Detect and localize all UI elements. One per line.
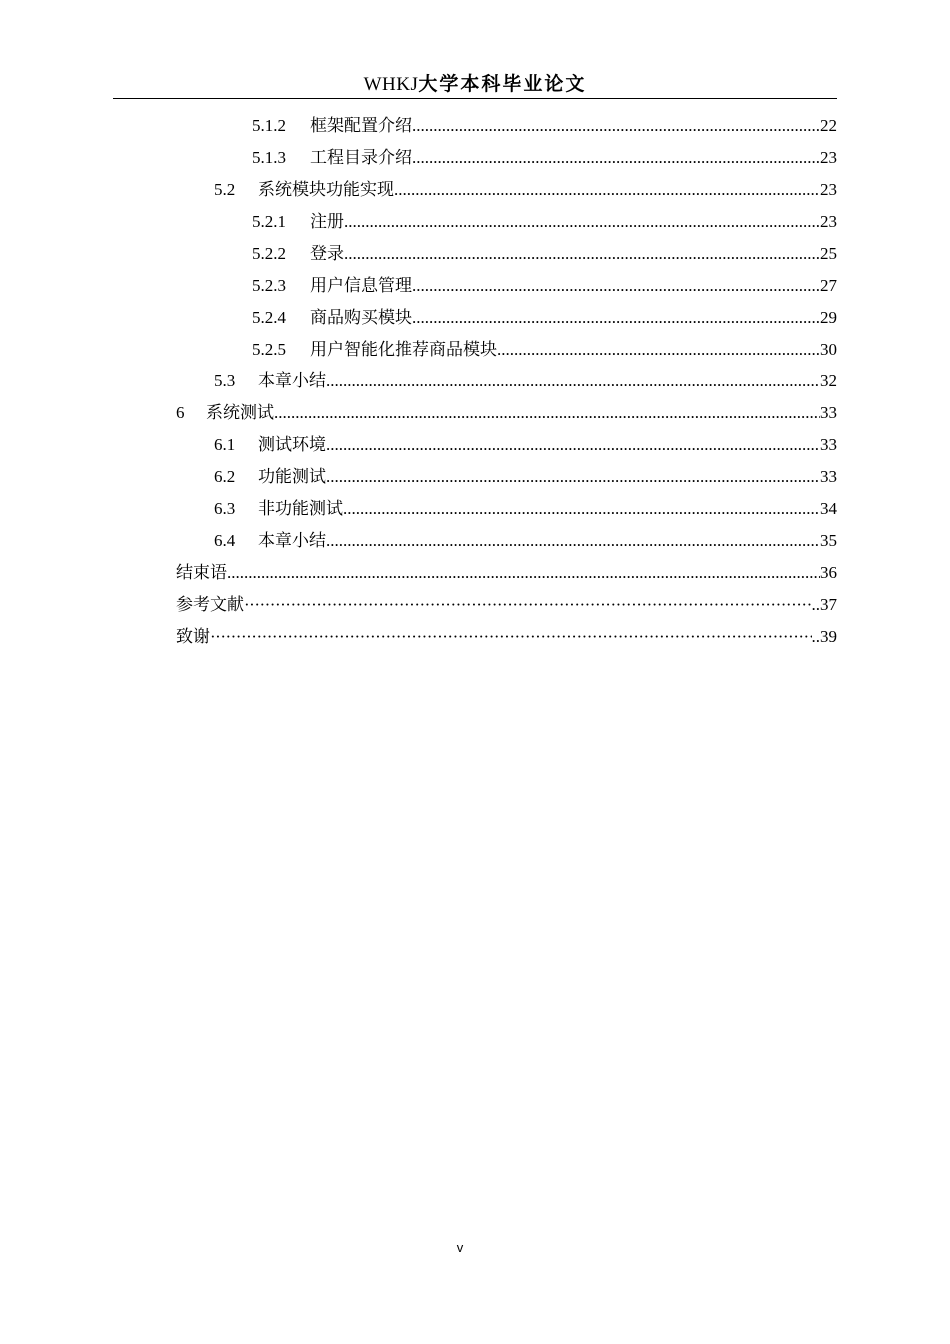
toc-leader-dots: [412, 307, 820, 329]
toc-entry-title: 结束语: [176, 563, 227, 582]
toc-entry[interactable]: [176, 392, 837, 424]
toc-entry[interactable]: [176, 584, 837, 616]
toc-leader-dots: [326, 530, 820, 552]
toc-entry-number: 6.2: [214, 467, 236, 486]
toc-entry[interactable]: [176, 616, 837, 648]
toc-leader-dots: [326, 466, 820, 488]
toc-entry-title: 本章小结: [258, 531, 326, 550]
toc-entry-page: 25: [820, 244, 837, 263]
toc-entry-number: 5.2.2: [252, 244, 286, 263]
toc-entry-title: 系统测试: [206, 403, 274, 422]
toc-entry-page: 23: [820, 212, 837, 231]
toc-entry-page: 33: [820, 435, 837, 454]
toc-entry-page: 23: [820, 148, 837, 167]
toc-entry-title: 工程目录介绍: [310, 148, 412, 167]
toc-entry-title: 用户信息管理: [310, 276, 412, 295]
toc-entry-number: 5.1.3: [252, 148, 286, 167]
toc-leader-dots: [326, 434, 820, 456]
toc-entry-number: 5.2.5: [252, 340, 286, 359]
toc-entry-number: 5.2.3: [252, 276, 286, 295]
toc-entry[interactable]: [214, 488, 837, 520]
toc-entry-number: 6.3: [214, 499, 236, 518]
page-number: v: [456, 1240, 464, 1255]
toc-leader-dots: [244, 594, 812, 616]
toc-entry-page: 32: [820, 371, 837, 390]
toc-entry-page: 33: [820, 467, 837, 486]
toc-entry[interactable]: [252, 201, 837, 233]
toc-entry-title: 框架配置介绍: [310, 116, 412, 135]
toc-entry[interactable]: [214, 169, 837, 201]
toc-entry-number: 5.2.1: [252, 212, 286, 231]
toc-entry-title: 系统模块功能实现: [258, 180, 394, 199]
toc-entry-number: 5.2: [214, 180, 236, 199]
toc-entry-title: 本章小结: [258, 371, 326, 390]
toc-entry-number: 5.1.2: [252, 116, 286, 135]
toc-entry[interactable]: [252, 329, 837, 361]
toc-entry-number: 5.2.4: [252, 308, 286, 327]
toc-entry-page: 33: [820, 403, 837, 422]
toc-leader-dots: [394, 179, 820, 201]
toc-entry[interactable]: [252, 105, 837, 137]
toc-entry-page: 35: [820, 531, 837, 550]
toc-entry-title: 参考文献: [176, 595, 244, 614]
toc-entry[interactable]: [252, 297, 837, 329]
toc-entry-page: 27: [820, 276, 837, 295]
toc-leader-dots: [412, 275, 820, 297]
toc-entry-number: 5.3: [214, 371, 236, 390]
toc-entry[interactable]: [252, 233, 837, 265]
toc-leader-dots: [274, 402, 820, 424]
toc-entry[interactable]: [214, 520, 837, 552]
toc-entry[interactable]: [214, 424, 837, 456]
toc-entry-title: 测试环境: [258, 435, 326, 454]
toc-leader-dots: [412, 115, 820, 137]
toc-leader-dots: [343, 498, 820, 520]
toc-entry-title: 登录: [310, 244, 344, 263]
toc-entry-number: 6.4: [214, 531, 236, 550]
toc-entry[interactable]: [214, 360, 837, 392]
toc-leader-dots: [344, 211, 820, 233]
toc-entry-title: 商品购买模块: [310, 308, 412, 327]
toc-entry-title: 非功能测试: [258, 499, 343, 518]
toc-entry-title: 致谢: [176, 627, 210, 646]
toc-entry-page: 23: [820, 180, 837, 199]
toc-entry[interactable]: [252, 265, 837, 297]
toc-leader-dots: [210, 626, 812, 648]
toc-leader-dots: [344, 243, 820, 265]
toc-entry-page: 34: [820, 499, 837, 518]
header-title: 大学本科毕业论文: [418, 73, 587, 95]
toc-entry-page: 22: [820, 116, 837, 135]
toc-entry-page: ..37: [811, 595, 837, 614]
toc-entry-page: 29: [820, 308, 837, 327]
toc-entry-number: 6: [176, 403, 185, 422]
toc-entry[interactable]: [252, 137, 837, 169]
toc-entry[interactable]: [176, 552, 837, 584]
toc-entry-page: ..39: [811, 627, 837, 646]
toc-entry-page: 36: [820, 563, 837, 582]
toc-entry-title: 功能测试: [258, 467, 326, 486]
toc-entry-page: 30: [820, 340, 837, 359]
toc-entry-number: 6.1: [214, 435, 236, 454]
toc-entry[interactable]: [214, 456, 837, 488]
toc-leader-dots: [227, 562, 820, 584]
toc-entry-title: 用户智能化推荐商品模块: [310, 340, 497, 359]
toc-entry-title: 注册: [310, 212, 344, 231]
toc-leader-dots: [412, 147, 820, 169]
toc-leader-dots: [326, 370, 820, 392]
toc-leader-dots: [497, 339, 820, 361]
header-latin: WHKJ: [363, 74, 419, 95]
